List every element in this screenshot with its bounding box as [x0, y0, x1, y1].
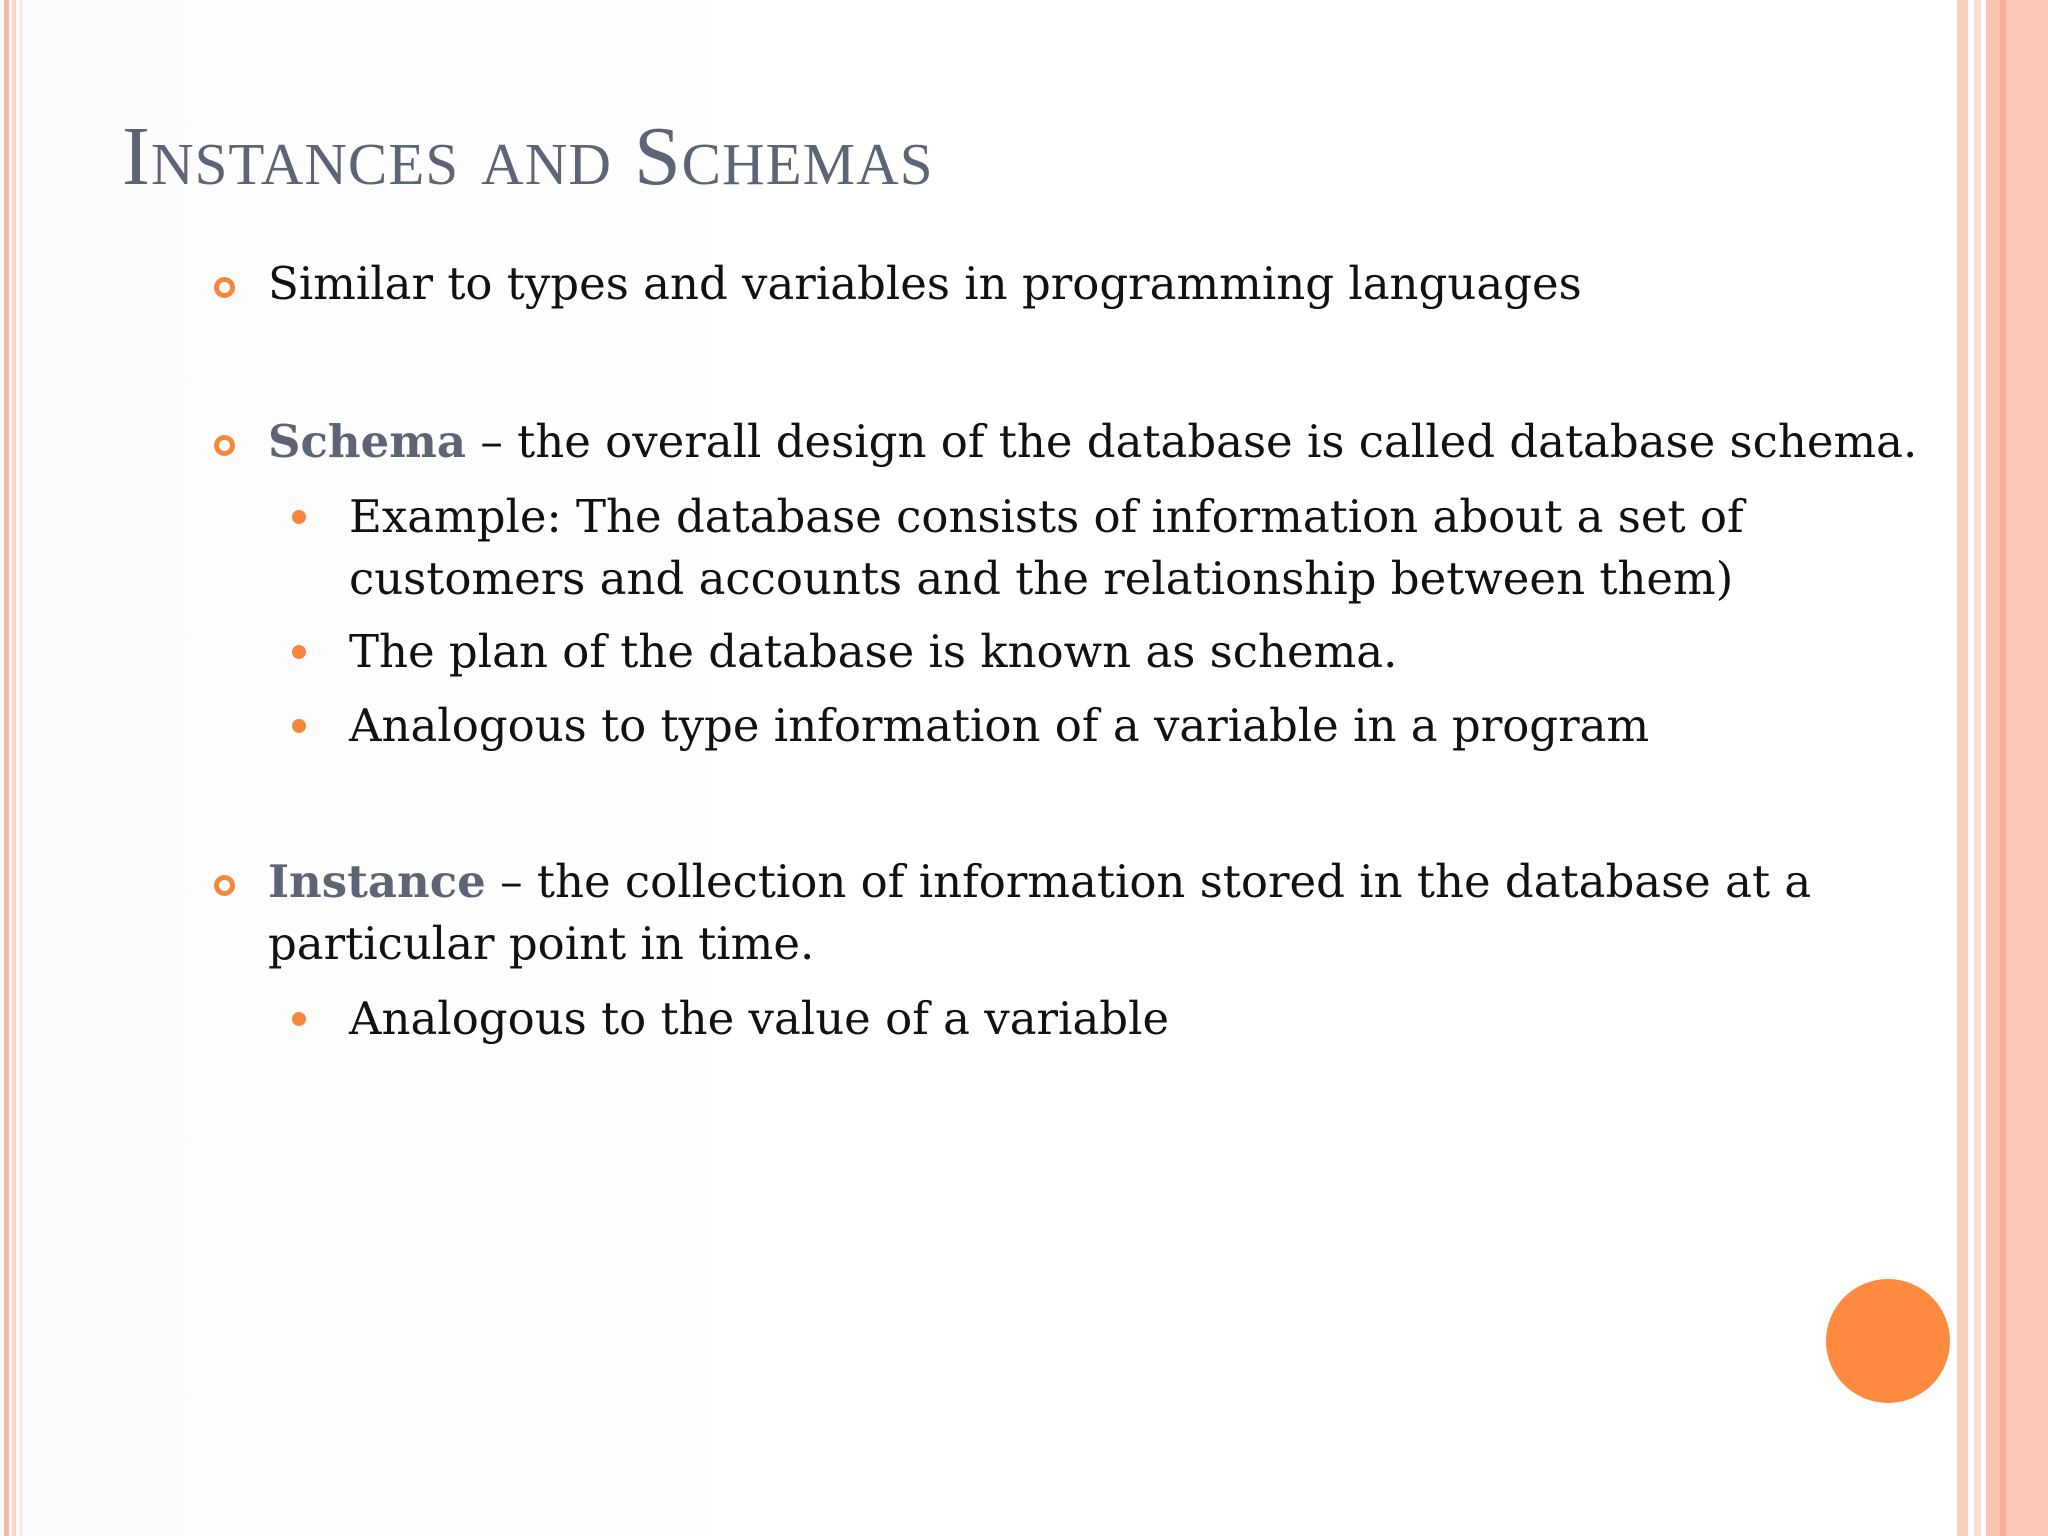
right-border-line [2000, 0, 2006, 1536]
bullet-similar [268, 253, 1582, 315]
slide-title: Instances and Schemas [122, 110, 934, 203]
bullet-instance-line1 [268, 851, 1811, 913]
term-instance: Instance [268, 855, 486, 908]
subbullet-plan [349, 621, 1397, 683]
dot-bullet-icon [292, 719, 306, 733]
bullet-instance-line2 [268, 913, 814, 975]
term-schema: Schema [268, 415, 467, 468]
bullet-schema [268, 411, 1917, 473]
ring-bullet-icon [214, 875, 235, 896]
bullet-text: – the collection of information stored in the database at a [485, 855, 1812, 908]
subbullet-analogous-value [349, 988, 1169, 1050]
bullet-text: particular point in time. [268, 917, 815, 970]
subbullet-example-line2 [349, 548, 1733, 610]
subbullet-example-line1 [349, 486, 1744, 548]
orange-circle-decoration [1826, 1279, 1950, 1403]
bullet-text: customers and accounts and the relationship between them) [349, 552, 1734, 605]
bullet-text: – the overall design of the database is called database schema. [466, 415, 1918, 468]
dot-bullet-icon [292, 510, 306, 524]
bullet-text: Analogous to type information of a variable in a program [349, 699, 1650, 752]
ring-bullet-icon [214, 277, 235, 298]
dot-bullet-icon [292, 1012, 306, 1026]
subbullet-analogous-type [349, 695, 1649, 757]
bullet-text: Example: The database consists of information about a set of [349, 490, 1744, 543]
bullet-text: Similar to types and variables in programming languages [268, 257, 1582, 310]
bullet-text: The plan of the database is known as schema. [349, 625, 1398, 678]
ring-bullet-icon [214, 435, 235, 456]
bullet-text: Analogous to the value of a variable [349, 992, 1170, 1045]
right-border-band [1986, 0, 2048, 1536]
dot-bullet-icon [292, 645, 306, 659]
